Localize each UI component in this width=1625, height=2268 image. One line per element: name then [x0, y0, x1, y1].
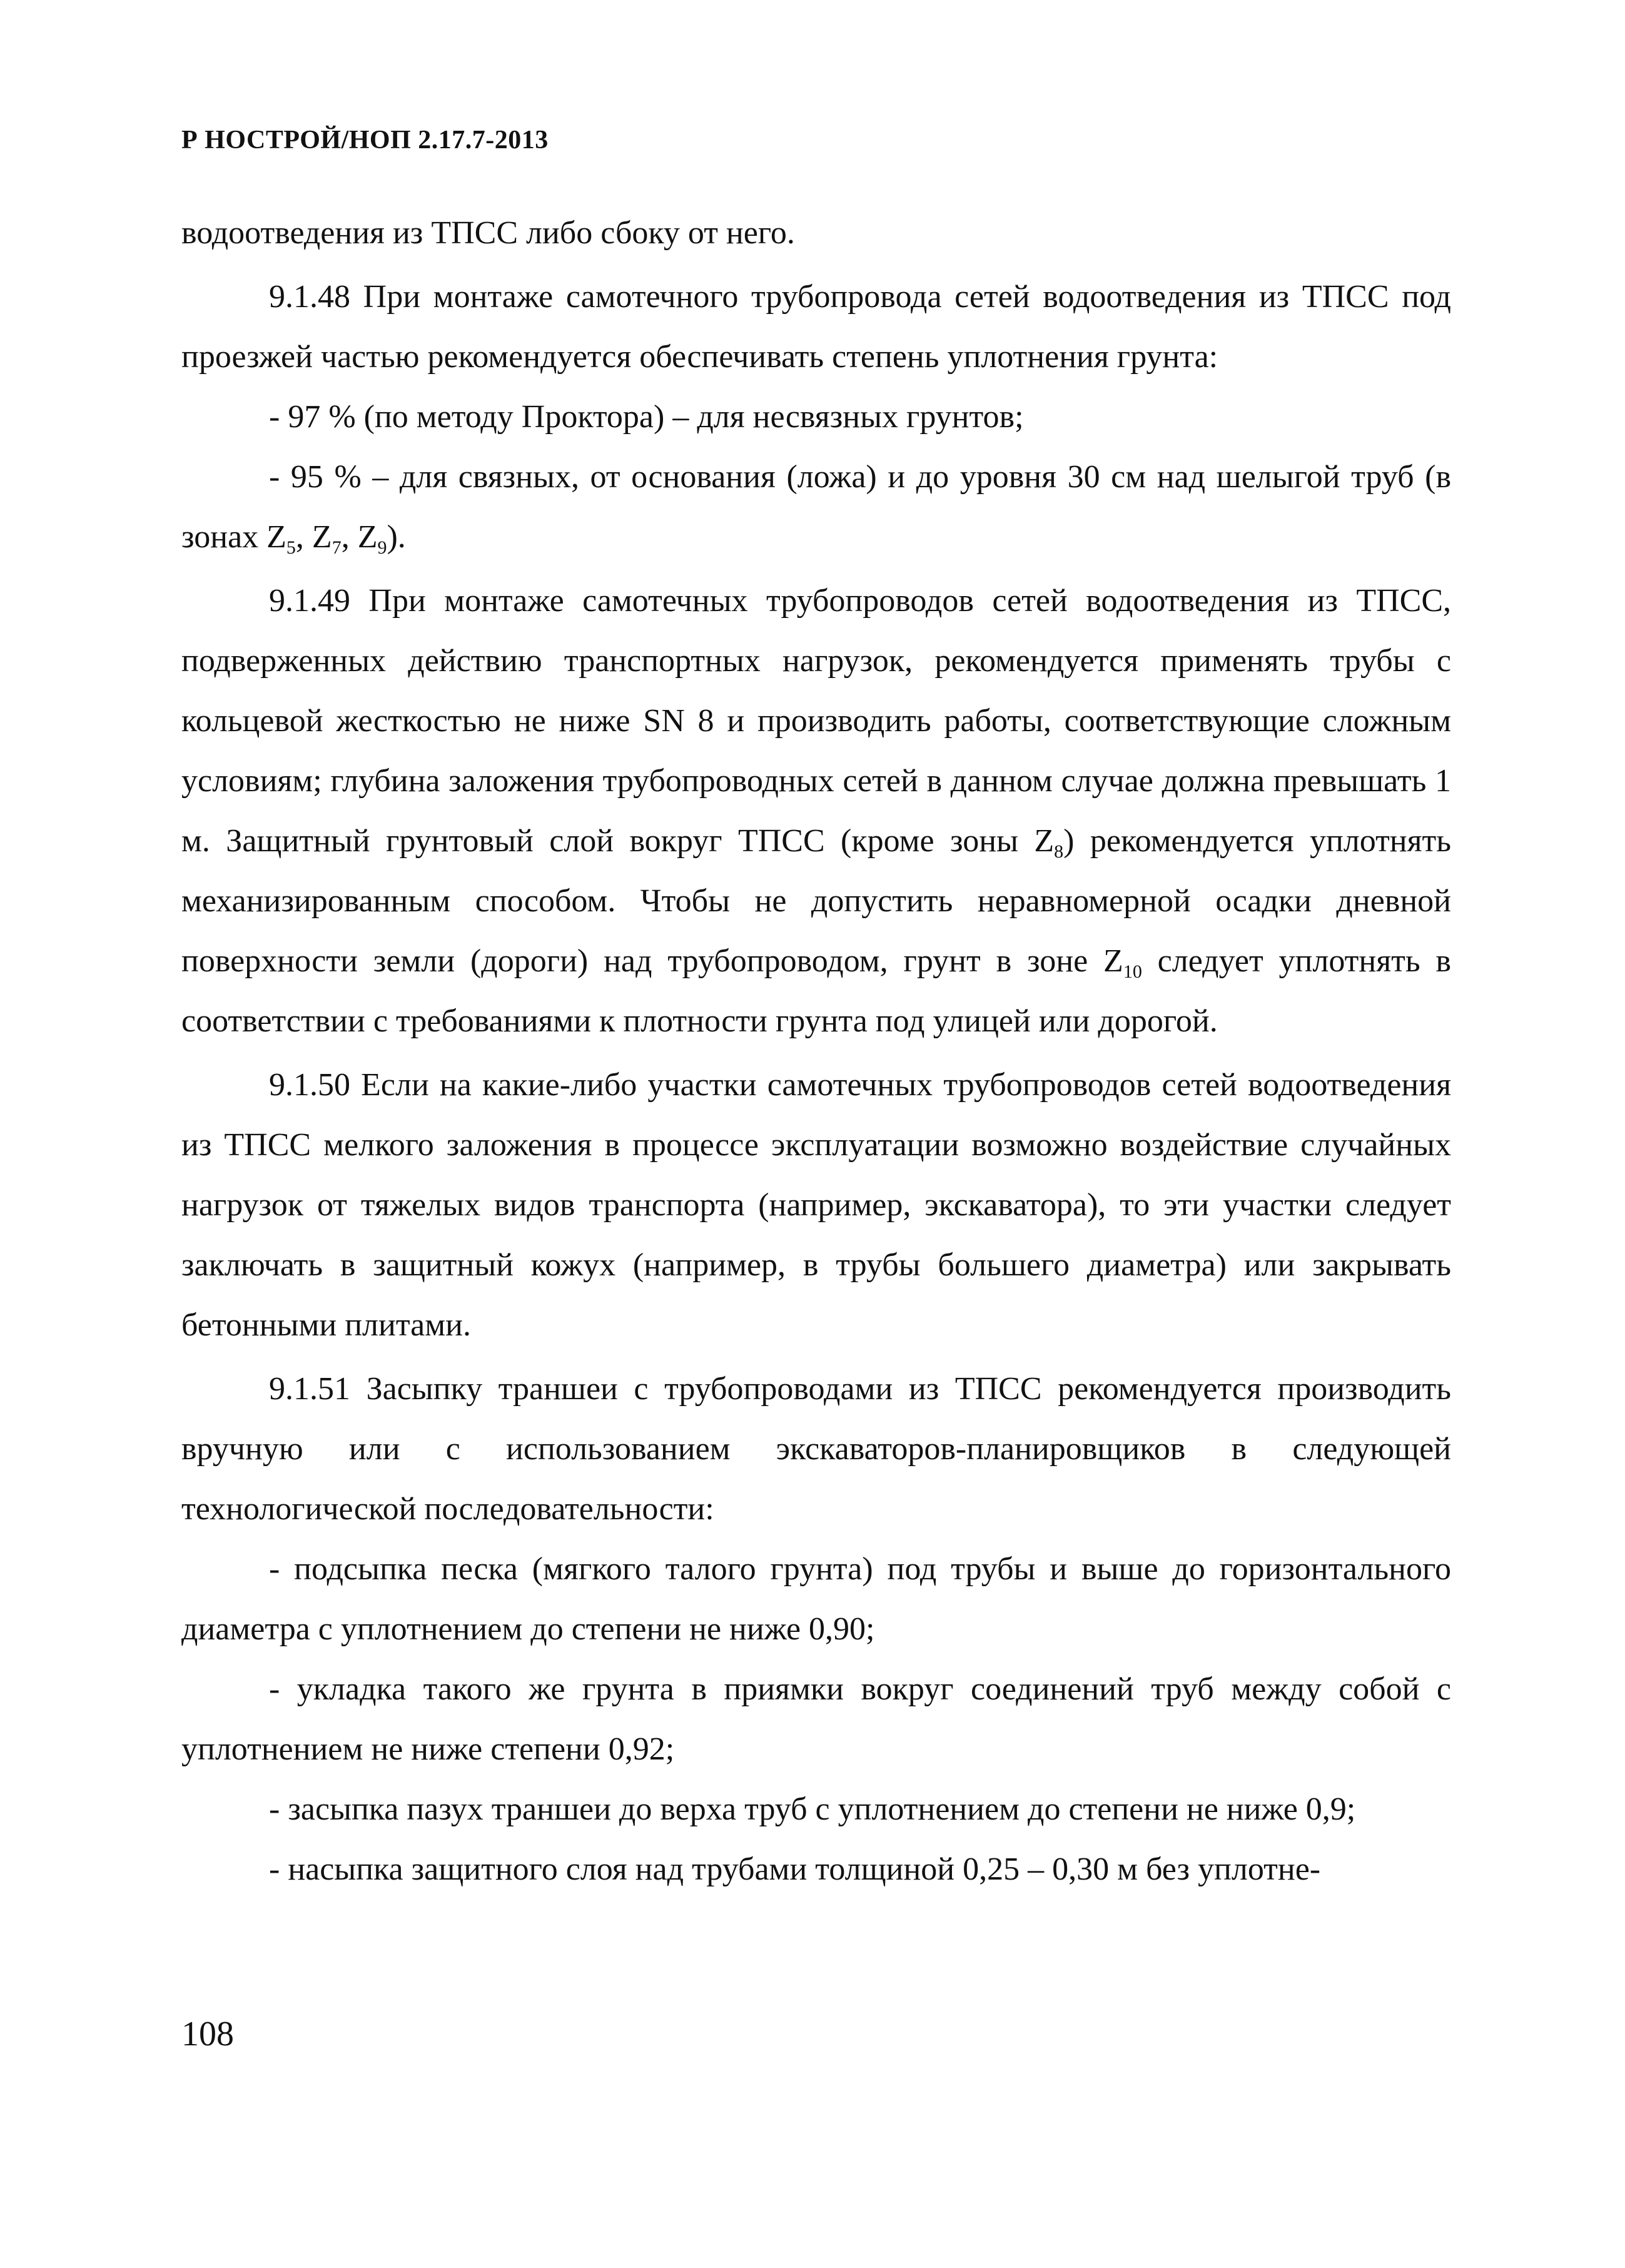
- paragraph-text: следует уплотнять в соответствии с требованиями к плотности грунта под улицей или дорогой.: [181, 943, 1451, 1039]
- paragraph-9-1-50: 9.1.50 Если на какие-либо участки самотечных трубопроводов сетей водоотведения из ТПСС мелкого заложения в процессе эксплуатации возможно воздействие случайных нагрузок от тяжелых видов транспорта (например, экскаватора), то эти участки следует заключать в защитный кожух (например, в трубы большего диаметра) или закрывать бетонными плитами.: [181, 1067, 1451, 1343]
- list-item-joint-pits: - укладка такого же грунта в приямки вокруг соединений труб между собой с уплотнением не ниже степени 0,92;: [181, 1671, 1451, 1767]
- paragraph-text: 9.1.49 При монтаже самотечных трубопроводов сетей водоотведения из ТПСС, подверженных действию транспортных нагрузок, рекомендуется применять трубы с кольцевой жесткостью не ниже SN 8 и производить работы, соответствующие сложным условиям; глубина заложения трубопроводных сетей в данном случае должна превышать 1 м. Защитный грунтовый слой вокруг ТПСС (кроме зоны: [181, 583, 1451, 859]
- zone-z5-letter: Z: [266, 519, 286, 555]
- list-item-protective-layer: - насыпка защитного слоя над трубами толщиной 0,25 – 0,30 м без уплотне-: [269, 1851, 1321, 1887]
- zone-z8-index: 8: [1054, 841, 1064, 862]
- document-body: [181, 203, 1451, 1900]
- list-item-97-percent: - 97 % (по методу Проктора) – для несвязных грунтов;: [269, 399, 1024, 435]
- zone-z9-letter: Z: [357, 519, 378, 555]
- list-item-95-percent: [181, 447, 1451, 567]
- list-item-backfill-sides: - засыпка пазух траншеи до верха труб с уплотнением до степени не ниже 0,9;: [269, 1791, 1356, 1827]
- zone-z7-letter: Z: [311, 519, 332, 555]
- list-item-end: ).: [387, 519, 406, 555]
- paragraph-9-1-49: [181, 571, 1451, 1051]
- zone-z9-index: 9: [377, 537, 387, 558]
- zone-z7-index: 7: [332, 537, 342, 558]
- paragraph-9-1-51: 9.1.51 Засыпку траншеи с трубопроводами из ТПСС рекомендуется производить вручную или с использованием экскаваторов-планировщиков в следующей технологической последовательности:: [181, 1371, 1451, 1527]
- list-item-text: - 95 % – для связных, от основания (ложа) и до уровня 30 см над шелыгой труб (в зонах: [181, 459, 1451, 555]
- zone-z8-letter: Z: [1034, 823, 1055, 859]
- paragraph-continuation: водоотведения из ТПСС либо сбоку от него.: [181, 215, 795, 251]
- list-item-sand-bedding: - подсыпка песка (мягкого талого грунта) под трубы и выше до горизонтального диаметра с уплотнением до степени не ниже 0,90;: [181, 1551, 1451, 1647]
- zone-z5-index: 5: [286, 537, 296, 558]
- zone-separator: ,: [295, 519, 312, 555]
- document-header: Р НОСТРОЙ/НОП 2.17.7-2013: [181, 126, 549, 154]
- paragraph-9-1-48: 9.1.48 При монтаже самотечного трубопровода сетей водоотведения из ТПСС под проезжей частью рекомендуется обеспечивать степень уплотнения грунта:: [181, 279, 1451, 375]
- zone-z10-letter: Z: [1103, 943, 1123, 979]
- paragraph-text: ) рекомендуется уплотнять механизированным способом. Чтобы не допустить неравномерной осадки дневной поверхности земли (дороги) над трубопроводом, грунт в зоне: [181, 823, 1451, 979]
- zone-separator: ,: [341, 519, 358, 555]
- page-number: 108: [181, 2015, 234, 2053]
- zone-z10-index: 10: [1123, 961, 1142, 982]
